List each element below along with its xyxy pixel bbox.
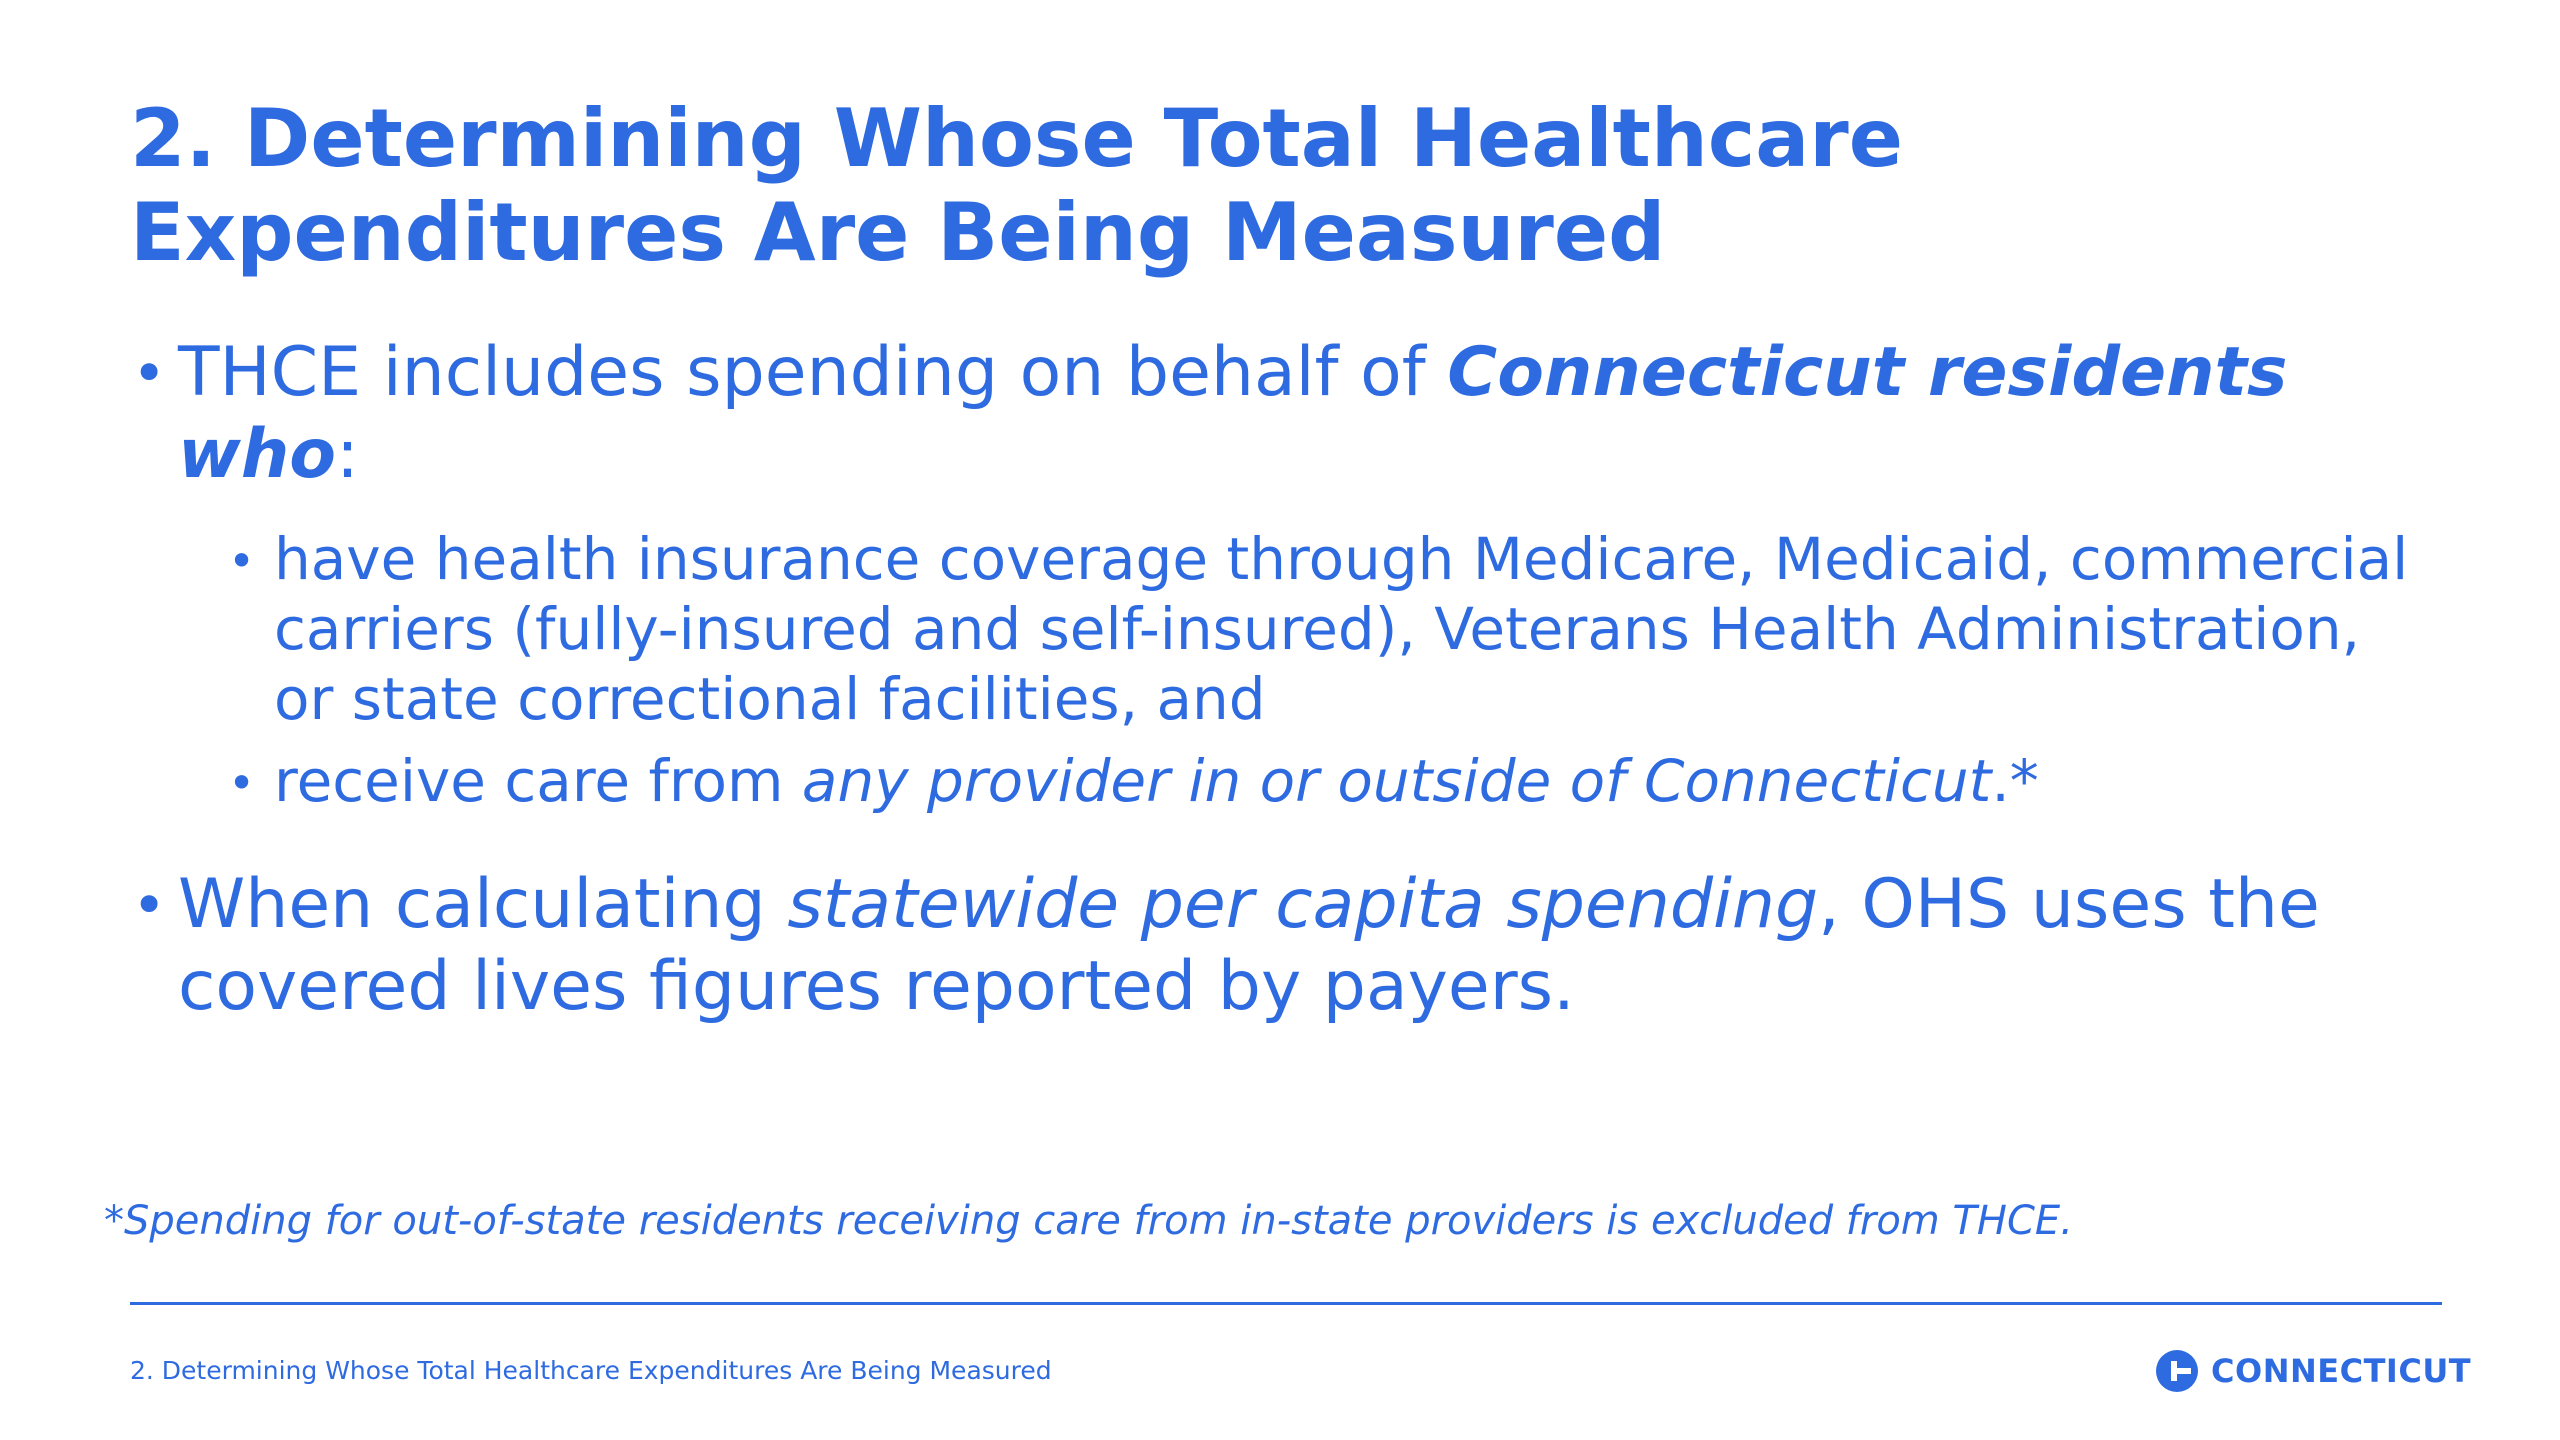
sub-bullet-emphasis: any provider in or outside of Connecticut — [801, 747, 1992, 815]
sub-bullet-text: receive care from — [274, 747, 802, 815]
bullet-text-after: , OHS uses the covered lives figures reported by payers. — [178, 865, 2320, 1026]
bullet-emphasis: statewide per capita spending — [787, 865, 1819, 944]
sub-bullet-list — [226, 524, 2436, 816]
footer-divider — [130, 1302, 2442, 1305]
connecticut-logo — [2155, 1347, 2471, 1395]
sub-bullet-trail: .* — [1991, 747, 2039, 815]
bullet-dot: • — [228, 534, 256, 588]
logo-wordmark: CONNECTICUT — [2211, 1352, 2472, 1390]
sub-bullet-coverage — [226, 524, 2436, 734]
bullet-per-capita — [130, 864, 2470, 1028]
bullet-dot: • — [132, 871, 167, 939]
connecticut-logo-icon — [2155, 1349, 2199, 1393]
bullet-text: THCE includes spending on behalf of — [178, 333, 1448, 412]
bullet-text-before: When calculating — [178, 865, 788, 944]
bullet-dot: • — [132, 339, 167, 407]
slide-title: 2. Determining Whose Total Healthcare Expenditures Are Being Measured — [130, 92, 1903, 279]
sub-bullet-text: have health insurance coverage through Medicare, Medicaid, commercial carriers (fully-insured and self-insured), Veterans Health Administration, or state correctional facilities, and — [274, 525, 2409, 733]
bullet-dot: • — [228, 756, 256, 810]
bullet-thce-includes — [130, 332, 2470, 496]
footer-slide-title: 2. Determining Whose Total Healthcare Expenditures Are Being Measured — [130, 1356, 1052, 1385]
bullet-trail: : — [335, 415, 359, 494]
sub-bullet-receive-care — [226, 746, 2436, 816]
bullet-list — [130, 332, 2470, 1028]
footnote: *Spending for out-of-state residents receiving care from in-state providers is excluded from THCE. — [104, 1198, 2073, 1244]
bullet-emphasis: Connecticut residents who — [178, 333, 2288, 494]
